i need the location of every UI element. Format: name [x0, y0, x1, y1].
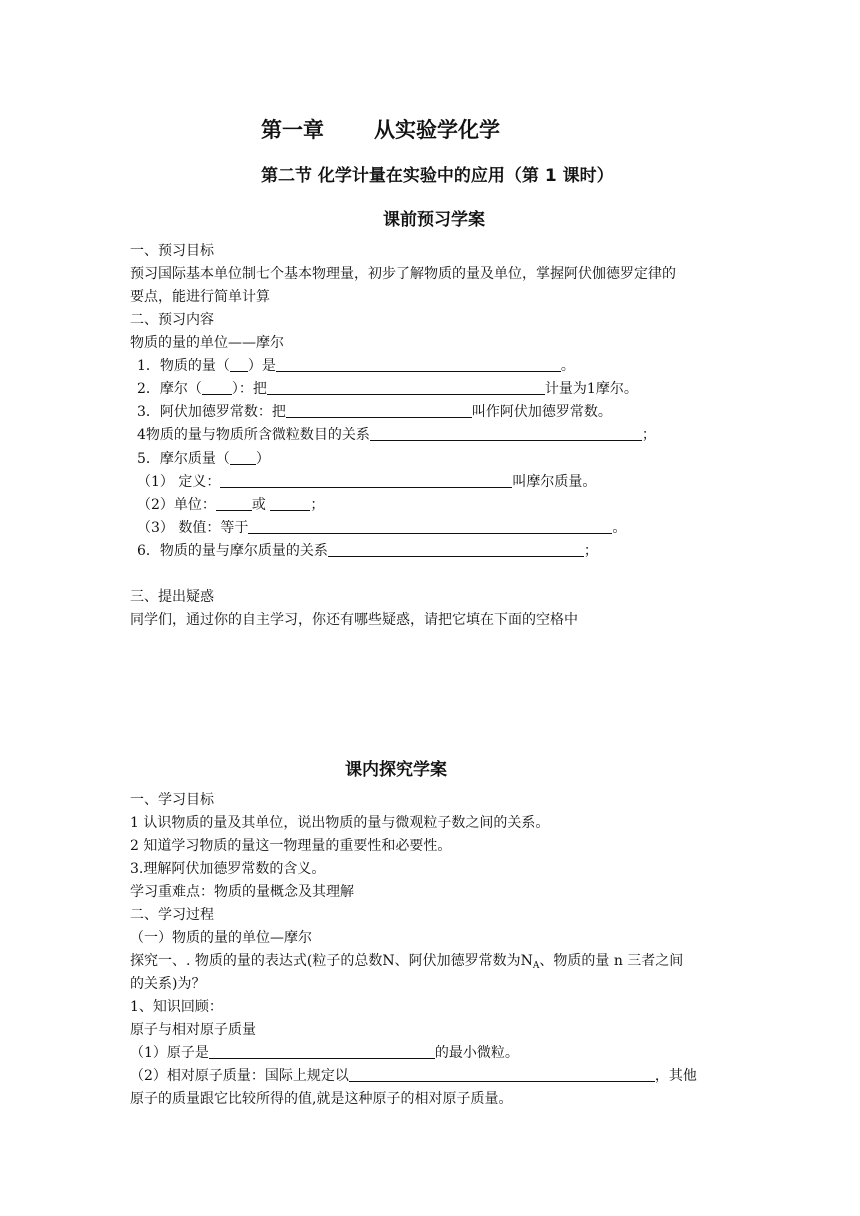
atom-title: 原子与相对原子质量 — [130, 1022, 256, 1038]
preview-heading: 课前预习学案 — [383, 210, 485, 230]
preview-section-3-title: 三、提出疑惑 — [130, 589, 214, 605]
blank[interactable] — [230, 450, 256, 465]
blank[interactable] — [276, 357, 561, 372]
question-5-3: （3） 数值：等于 。 — [137, 520, 627, 536]
chapter-title: 从实验学化学 — [374, 118, 500, 142]
blank[interactable] — [370, 426, 642, 441]
blank[interactable] — [328, 542, 584, 557]
question-5: 5．摩尔质量（ ） — [137, 451, 270, 467]
atom-question-1: （1）原子是 的最小微粒。 — [130, 1045, 519, 1061]
atom-question-2-cont: 原子的质量跟它比较所得的值,就是这种原子的相对原子质量。 — [130, 1091, 513, 1107]
blank[interactable] — [220, 473, 512, 488]
preview-section-2-title: 二、预习内容 — [130, 312, 214, 328]
atom-question-2: （2）相对原子质量：国际上规定以 ，其他 — [130, 1068, 697, 1084]
inclass-heading: 课内探究学案 — [345, 760, 447, 780]
question-3: 3．阿伏加德罗常数：把 叫作阿伏加德罗常数。 — [137, 404, 612, 420]
inclass-section-2-title: 二、学习过程 — [130, 907, 214, 923]
blank[interactable] — [202, 380, 232, 395]
blank[interactable] — [286, 403, 472, 418]
blank[interactable] — [230, 357, 248, 372]
question-5-2: （2）单位： 或 ； — [137, 497, 325, 513]
question-1: 1．物质的量（ ）是 。 — [137, 358, 575, 374]
goal-3: 3.理解阿伏加德罗常数的含义。 — [130, 861, 326, 877]
preview-goal-text-1: 预习国际基本单位制七个基本物理量，初步了解物质的量及单位，掌握阿伏伽德罗定律的 — [130, 266, 676, 282]
preview-subtitle: 物质的量的单位——摩尔 — [130, 335, 284, 351]
blank[interactable] — [267, 380, 545, 395]
blank[interactable] — [349, 1067, 655, 1082]
process-part-1: （一）物质的量的单位—摩尔 — [130, 930, 312, 946]
preview-goal-text-2: 要点，能进行简单计算 — [130, 289, 270, 305]
question-5-1: （1） 定义： 叫摩尔质量。 — [137, 474, 597, 490]
goal-2: 2 知道学习物质的量这一物理量的重要性和必要性。 — [130, 838, 452, 854]
preview-section-1-title: 一、预习目标 — [130, 243, 214, 259]
inclass-section-1-title: 一、学习目标 — [130, 792, 214, 808]
preview-doubt-text: 同学们，通过你的自主学习，你还有哪些疑惑，请把它填在下面的空格中 — [130, 612, 578, 628]
blank[interactable] — [216, 496, 252, 511]
goal-1: 1 认识物质的量及其单位，说出物质的量与微观粒子数之间的关系。 — [130, 815, 550, 831]
blank[interactable] — [270, 496, 310, 511]
question-4: 4物质的量与物质所含微粒数目的关系 ； — [137, 427, 656, 443]
knowledge-review: 1、知识回顾： — [130, 999, 223, 1015]
question-6: 6．物质的量与摩尔质量的关系 ； — [137, 543, 598, 559]
key-point: 学习重难点：物质的量概念及其理解 — [130, 884, 354, 900]
blank[interactable] — [248, 519, 612, 534]
blank[interactable] — [209, 1044, 435, 1059]
question-2: 2．摩尔（ ）：把 计量为1摩尔。 — [137, 381, 638, 397]
chapter-label: 第一章 — [261, 118, 324, 142]
section-title: 第二节 化学计量在实验中的应用（第 1 课时） — [261, 166, 614, 186]
explore-1: 探究一、. 物质的量的表达式(粒子的总数N、阿伏加德罗常数为$N_A$、物质的量 n 三者之间 — [130, 953, 684, 971]
explore-1-cont: 的关系)为？ — [130, 976, 206, 992]
